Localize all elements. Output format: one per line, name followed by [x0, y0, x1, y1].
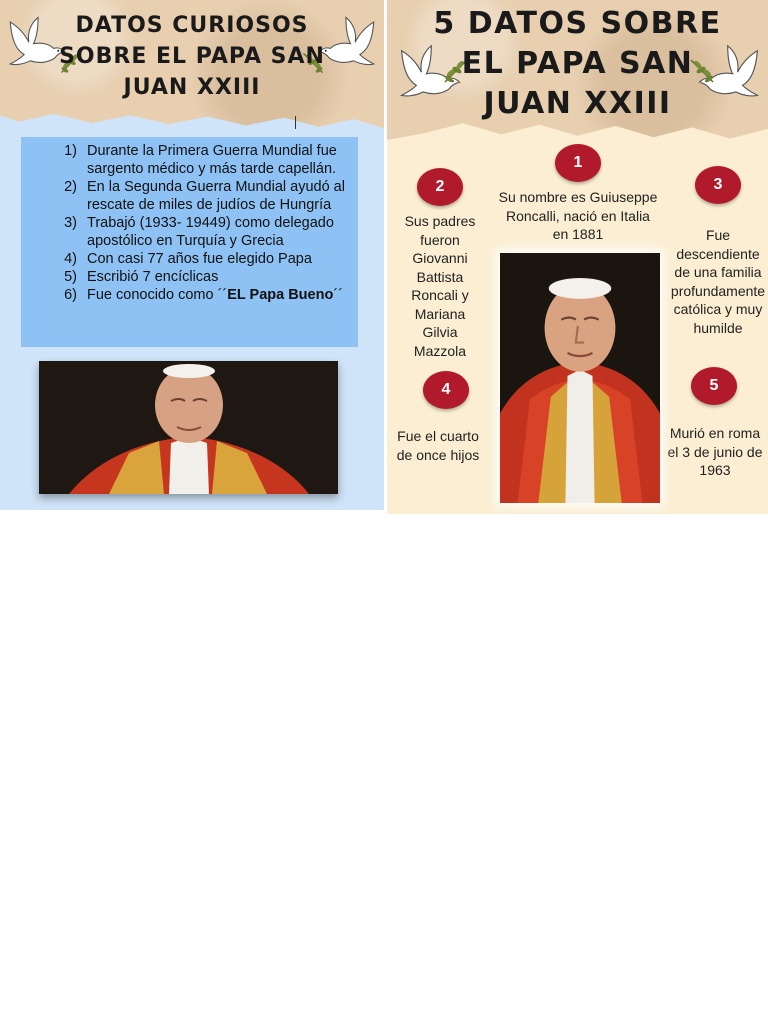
- item-number: 1): [64, 143, 77, 159]
- item-number: 2): [64, 179, 77, 195]
- item-number: 6): [64, 287, 77, 303]
- item-number: 3): [64, 215, 77, 231]
- title-line: SOBRE EL PAPA SAN: [59, 44, 325, 69]
- left-infographic: [0, 0, 384, 510]
- item-text: Escribió 7 encíclicas: [87, 269, 219, 285]
- list-item: [43, 286, 352, 304]
- facts-list: [21, 137, 358, 347]
- item-number: 4): [64, 251, 77, 267]
- pope-portrait-photo: [500, 253, 660, 503]
- item-number: 5): [64, 269, 77, 285]
- fact-number-badge: 2: [417, 168, 463, 206]
- item-text: Durante la Primera Guerra Mundial fue sargento médico y más tarde capellán.: [87, 143, 337, 177]
- list-item: [43, 214, 352, 250]
- pope-portrait-photo: [39, 361, 338, 494]
- fact-text: Su nombre es Guiuseppe Roncalli, nació en Italia en 1881: [498, 189, 658, 242]
- list-item: [43, 142, 352, 178]
- item-text: Trabajó (1933- 19449) como delegado apostólico en Turquía y Grecia: [87, 215, 334, 249]
- fact-text: Fue el cuarto de once hijos: [396, 428, 480, 463]
- fact-text: Sus padres fueron Giovanni Battista Roncali y Mariana Gilvia Mazzola: [404, 213, 476, 359]
- title-line: JUAN XXIII: [483, 86, 672, 121]
- page-title: [0, 10, 384, 103]
- title-line: 5 DATOS SOBRE: [433, 6, 722, 41]
- text-cursor: [295, 116, 296, 129]
- title-line: JUAN XXIII: [123, 75, 261, 100]
- item-text: En la Segunda Guerra Mundial ayudó al rescate de miles de judíos de Hungría: [87, 179, 345, 213]
- list-item: [43, 178, 352, 214]
- fact-number-badge: 1: [555, 144, 601, 182]
- fact-text: Murió en roma el 3 de junio de 1963: [667, 425, 763, 478]
- item-text-suffix: ´´: [333, 287, 343, 303]
- title-line: EL PAPA SAN: [461, 46, 694, 81]
- right-infographic: [387, 0, 768, 514]
- fact-text: Fue descendiente de una familia profundamente católica y muy humilde: [670, 227, 766, 336]
- item-text-prefix: Fue conocido como ´´: [87, 287, 228, 303]
- item-text-bold: EL Papa Bueno: [227, 287, 334, 303]
- fact-number-badge: 3: [695, 166, 741, 204]
- fact-number-badge: 4: [423, 371, 469, 409]
- list-item: [43, 250, 352, 268]
- item-text: [87, 286, 343, 304]
- item-text: Con casi 77 años fue elegido Papa: [87, 251, 312, 267]
- list-item: [43, 268, 352, 286]
- title-line: DATOS CURIOSOS: [75, 13, 309, 38]
- page-title: [387, 4, 768, 124]
- fact-number-badge: 5: [691, 367, 737, 405]
